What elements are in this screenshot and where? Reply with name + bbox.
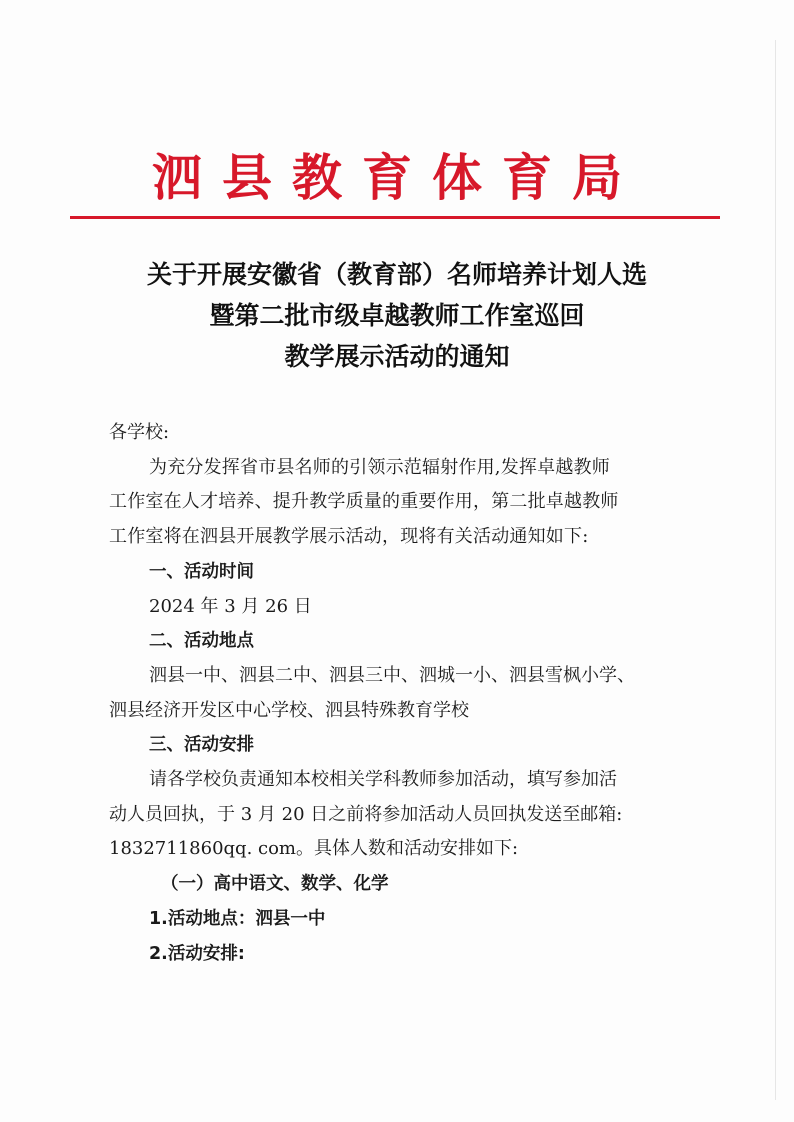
section-1-heading: 一、活动时间 [149, 561, 254, 582]
section-3-line-3: 1832711860qq. com。具体人数和活动安排如下: [109, 838, 519, 860]
red-header-rule [70, 216, 720, 219]
intro-line-3: 工作室将在泗县开展教学展示活动，现将有关活动通知如下: [109, 526, 589, 548]
section-3-heading: 三、活动安排 [149, 735, 254, 756]
item-1: 1.活动地点：泗县一中 [149, 908, 326, 929]
intro-line-2: 工作室在人才培养、提升教学质量的重要作用，第二批卓越教师 [109, 491, 619, 513]
document-title [70, 254, 724, 377]
item-2: 2.活动安排: [149, 943, 245, 964]
section-3-line-2: 动人员回执，于 3 月 20 日之前将参加活动人员回执发送至邮箱: [109, 803, 623, 825]
title-line-3: 教学展示活动的通知 [284, 342, 510, 371]
subsection-1-heading: （一）高中语文、数学、化学 [161, 874, 389, 895]
section-2-line-1: 泗县一中、泗县二中、泗县三中、泗城一小、泗县雪枫小学、 [149, 664, 635, 686]
intro-line-1: 为充分发挥省市县名师的引领示范辐射作用,发挥卓越教师 [149, 456, 610, 478]
section-1-text: 2024 年 3 月 26 日 [149, 595, 312, 617]
masthead: 泗县教育体育局 [152, 148, 642, 207]
section-3-line-1: 请各学校负责通知本校相关学科教师参加活动，填写参加活 [149, 769, 617, 791]
document-body [109, 416, 689, 971]
salutation: 各学校: [109, 422, 170, 443]
section-2-line-2: 泗县经济开发区中心学校、泗县特殊教育学校 [109, 699, 469, 721]
title-line-1: 关于开展安徽省（教育部）名师培养计划人选 [146, 260, 647, 289]
section-2-heading: 二、活动地点 [149, 631, 254, 652]
scan-edge-line [775, 40, 776, 1100]
title-line-2: 暨第二批市级卓越教师工作室巡回 [209, 301, 585, 330]
